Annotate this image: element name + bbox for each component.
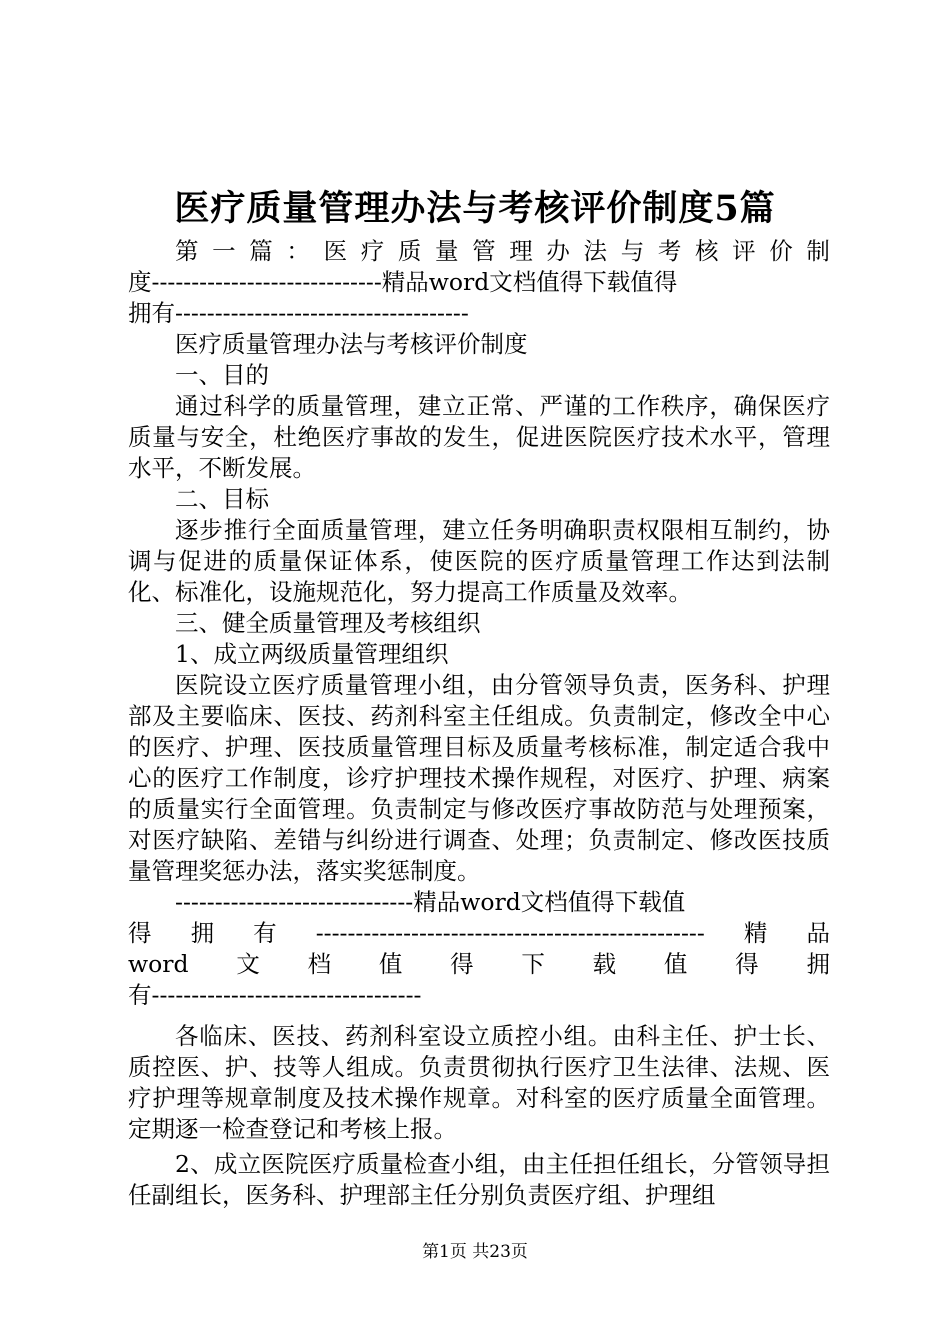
paragraph: 各临床、医技、药剂科室设立质控小组。由科主任、护士长、质控医、护、技等人组成。负责贯彻执行医疗卫生法律、法规、医疗护理等规章制度及技术操作规章。对科室的医疗质量全面管理。定期逐一检查登记和考核上报。 <box>128 1022 830 1143</box>
separator-char: 值 <box>663 950 688 978</box>
header-char: 质 <box>397 237 422 265</box>
header-line-3: 拥有------------------------------------- <box>128 299 469 327</box>
section-heading: 一、目的 <box>175 361 269 389</box>
header-char: 价 <box>769 237 793 265</box>
document-body <box>128 236 830 1211</box>
separator-line-3 <box>128 949 830 980</box>
paragraph: 医疗质量管理办法与考核评价制度 <box>175 330 528 358</box>
header-char: 医 <box>323 237 348 265</box>
document-title: 医疗质量管理办法与考核评价制度5篇 <box>174 188 776 229</box>
separator-char: 得 <box>128 919 152 947</box>
header-char: 与 <box>620 237 645 265</box>
separator-dashes: ------------------------------------------------- <box>315 919 705 947</box>
paragraph: 2、成立医院医疗质量检查小组，由主任担任组长，分管领导担任副组长，医务科、护理部主任分别负责医疗组、护理组 <box>128 1150 830 1209</box>
separator-char: 下 <box>521 950 545 978</box>
header-char: 管 <box>472 237 496 265</box>
separator-char: 得 <box>735 950 759 978</box>
header-char: 第 <box>175 237 199 265</box>
separator-line-1: ------------------------------精品word文档值得下载值 <box>175 888 686 916</box>
separator-line-4: 有---------------------------------- <box>128 981 422 1009</box>
separator-char: word <box>128 950 189 978</box>
header-char: 疗 <box>360 237 385 265</box>
separator-char: 拥 <box>190 919 215 947</box>
separator-char: 拥 <box>806 950 830 978</box>
section-heading: 二、目标 <box>175 485 269 513</box>
header-char: 办 <box>546 237 570 265</box>
header-char: 一 <box>212 237 236 265</box>
header-char: 考 <box>657 237 682 265</box>
header-char: 制 <box>806 237 830 265</box>
separator-char: 有 <box>253 919 277 947</box>
section-heading: 三、健全质量管理及考核组织 <box>175 609 481 637</box>
separator-char: 品 <box>806 919 830 947</box>
header-char: 理 <box>509 237 533 265</box>
header-char: 法 <box>583 237 608 265</box>
separator-char: 档 <box>307 950 332 978</box>
separator-char: 文 <box>236 950 260 978</box>
header-char: ： <box>286 237 310 265</box>
sub-heading: 1、成立两级质量管理组织 <box>175 640 449 668</box>
paragraph: 逐步推行全面质量管理，建立任务明确职责权限相互制约，协调与促进的质量保证体系，使医院的医疗质量管理工作达到法制化、标准化，设施规范化，努力提高工作质量及效率。 <box>128 516 830 606</box>
header-char: 篇 <box>249 237 273 265</box>
paragraph: 医院设立医疗质量管理小组，由分管领导负责，医务科、护理部及主要临床、医技、药剂科室主任组成。负责制定，修改全中心的医疗、护理、医技质量管理目标及质量考核标准，制定适合我中心的医疗工作制度，诊疗护理技术操作规程，对医疗、护理、病案的质量实行全面管理。负责制定与修改医疗事故防范与处理预案，对医疗缺陷、差错与纠纷进行调查、处理；负责制定、修改医技质量管理奖惩办法，落实奖惩制度。 <box>128 671 830 885</box>
header-char: 评 <box>732 237 756 265</box>
paragraph: 通过科学的质量管理，建立正常、严谨的工作秩序，确保医疗质量与安全，杜绝医疗事故的发生，促进医院医疗技术水平，管理水平，不断发展。 <box>128 392 830 482</box>
separator-char: 载 <box>592 950 617 978</box>
separator-line-2 <box>128 918 830 949</box>
separator-char: 得 <box>450 950 474 978</box>
header-char: 核 <box>694 237 719 265</box>
page-footer: 第1页 共23页 <box>422 1242 528 1262</box>
separator-char: 值 <box>378 950 403 978</box>
header-char: 量 <box>434 237 459 265</box>
header-line-2: 度-----------------------------精品word文档值得下载值得 <box>128 268 678 296</box>
header-line-1 <box>128 236 830 267</box>
separator-char: 精 <box>743 919 768 947</box>
